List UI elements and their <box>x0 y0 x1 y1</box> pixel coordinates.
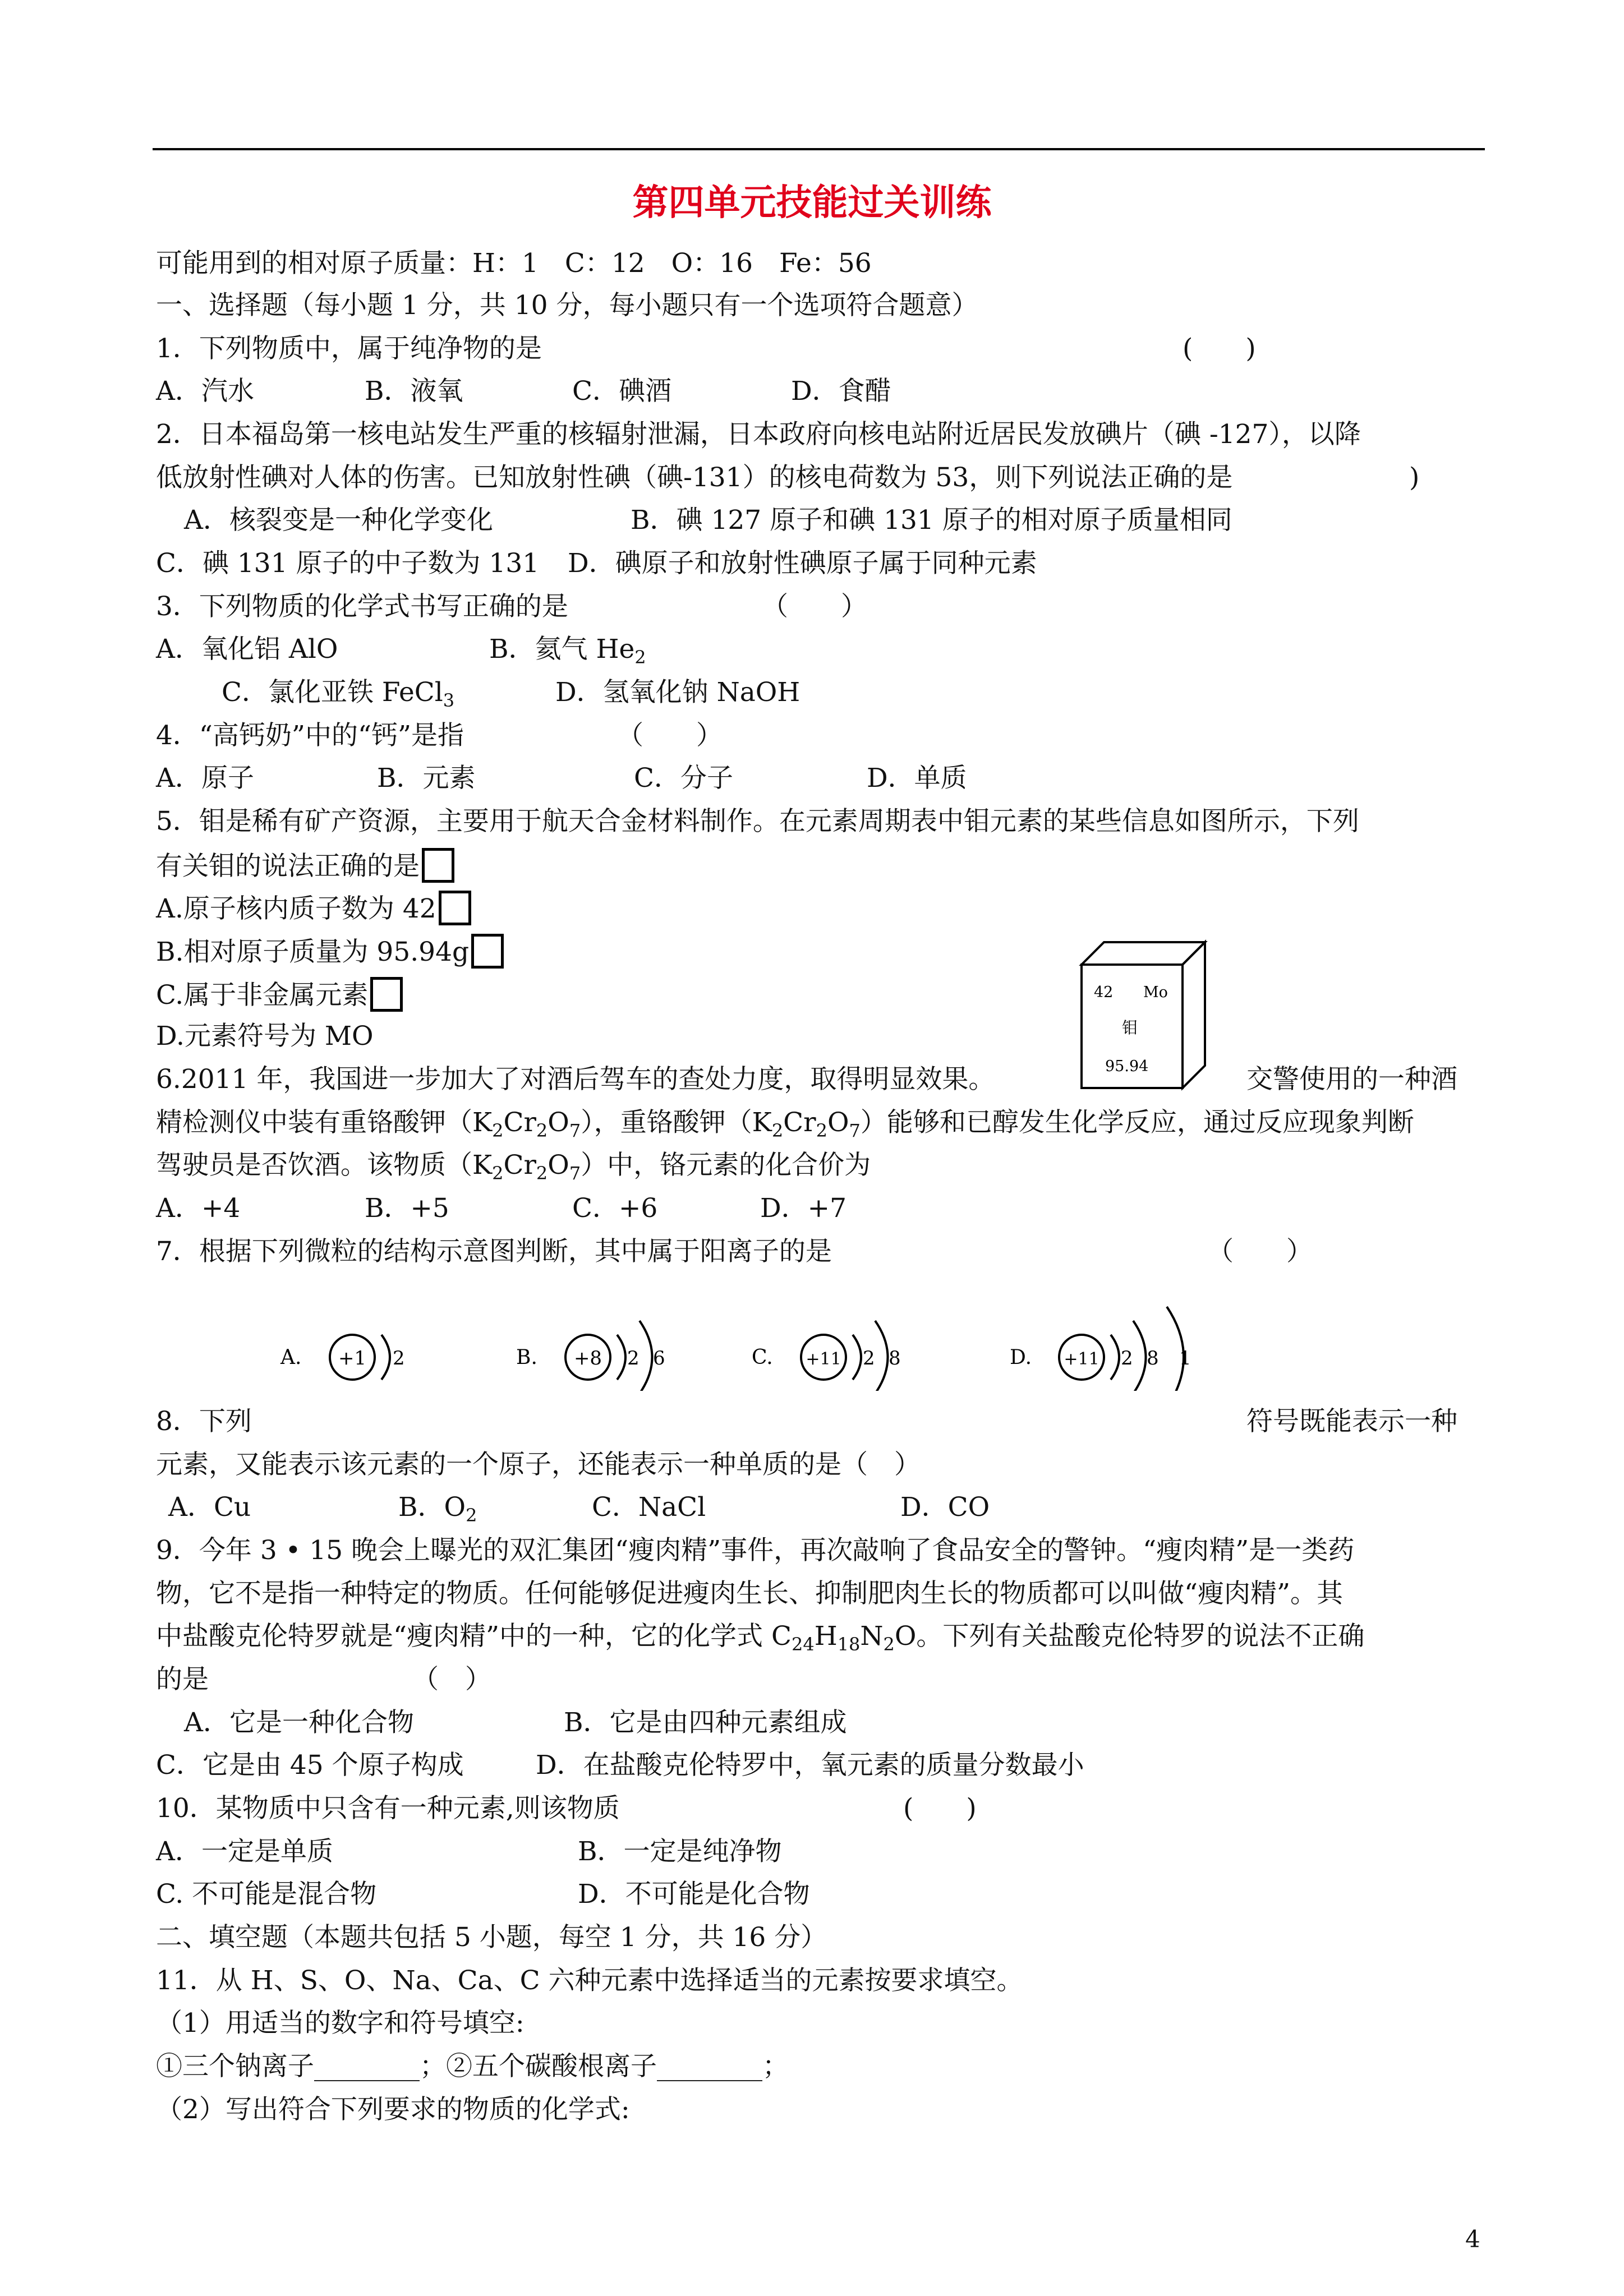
q10-option-c: C. 不可能是混合物 <box>156 1879 377 1910</box>
q3-option-c: C．氯化亚铁 FeCl$_3$ <box>222 677 455 711</box>
q10-stem: 10．某物质中只含有一种元素,则该物质 <box>156 1793 620 1824</box>
q9-line3: 中盐酸克伦特罗就是“瘦肉精”中的一种，它的化学式 $C_{24}H_{18}N_2O$。下列有关盐酸克伦特罗的说法不正确 <box>156 1621 1365 1655</box>
q8-option-a: A．Cu <box>168 1492 251 1523</box>
q3-answer-paren: （ ） <box>762 591 867 622</box>
q5-option-b: B.相对原子质量为 95.94g <box>156 934 504 969</box>
answer-box[interactable] <box>439 891 471 925</box>
tile-element-name: 钼 <box>1122 1018 1138 1037</box>
atom-label: D. <box>1010 1346 1032 1369</box>
atom-nucleus: +11 <box>1064 1349 1099 1369</box>
q3-option-b: B．氦气 $He_2$ <box>489 634 646 668</box>
atom-shell: 6 <box>653 1347 665 1370</box>
q5-option-c: C.属于非金属元素 <box>156 977 403 1012</box>
answer-box[interactable] <box>471 934 504 969</box>
q9-line1: 9．今年 3 • 15 晚会上曝光的双汇集团“瘦肉精”事件，再次敲响了食品安全的警钟。“瘦肉精”是一类药 <box>156 1535 1355 1566</box>
q4-option-c: C．分子 <box>634 763 733 794</box>
q9-option-b: B．它是由四种元素组成 <box>564 1707 847 1738</box>
atom-diagram-a <box>280 1335 405 1380</box>
q6-line1-left: 6.2011 年，我国进一步加大了对酒后驾车的查处力度，取得明显效果。 <box>156 1064 995 1095</box>
q9-option-d: D．在盐酸克伦特罗中，氧元素的质量分数最小 <box>536 1750 1084 1781</box>
header-rule <box>153 148 1485 150</box>
atomic-masses: 可能用到的相对原子质量：H：1 C：12 O：16 Fe：56 <box>156 248 872 279</box>
q3-option-d: D．氢氧化钠 NaOH <box>555 677 801 708</box>
q1-stem: 1．下列物质中，属于纯净物的是 <box>156 333 542 364</box>
atom-nucleus: +1 <box>338 1347 367 1370</box>
page-number: 4 <box>1465 2225 1480 2253</box>
q1-answer-paren: ( ) <box>1183 333 1256 364</box>
q4-answer-paren: （ ） <box>617 720 723 751</box>
tile-atomic-number: 42 <box>1094 984 1114 1001</box>
q8-line1-right: 符号既能表示一种 <box>1246 1406 1457 1437</box>
q6-option-d: D．+7 <box>760 1193 846 1224</box>
q4-option-b: B．元素 <box>377 763 476 794</box>
q4-option-a: A．原子 <box>156 763 254 794</box>
q11-part1: （1）用适当的数字和符号填空: <box>156 2008 525 2039</box>
atom-nucleus: +11 <box>806 1349 841 1369</box>
q5-option-a: A.原子核内质子数为 42 <box>156 891 471 926</box>
q6-option-b: B．+5 <box>365 1193 449 1224</box>
q2-answer-paren: ) <box>1409 462 1420 493</box>
q1-option-b: B．液氧 <box>365 376 463 407</box>
q9-option-a: A．它是一种化合物 <box>184 1707 414 1738</box>
q8-option-d: D．CO <box>900 1492 990 1523</box>
q2-option-b: B．碘 127 原子和碘 131 原子的相对原子质量相同 <box>631 505 1232 536</box>
tile-atomic-mass: 95.94 <box>1105 1058 1149 1075</box>
q9-line2: 物，它不是指一种特定的物质。任何能够促进瘦肉生长、抑制肥肉生长的物质都可以叫做“瘦肉精”。其 <box>156 1578 1344 1609</box>
atom-shell: 2 <box>393 1347 405 1370</box>
q6-line3: 驾驶员是否饮酒。该物质$(K_2Cr_2O_7)$中，铬元素的化合价为 <box>156 1150 871 1184</box>
q1-option-a: A．汽水 <box>156 376 254 407</box>
q10-option-a: A．一定是单质 <box>156 1836 333 1867</box>
q5-line1: 5．钼是稀有矿产资源，主要用于航天合金材料制作。在元素周期表中钼元素的某些信息如图所示，下列 <box>156 806 1359 837</box>
q9-line4: 的是 <box>156 1664 209 1695</box>
periodic-table-tile <box>1076 937 1211 1094</box>
q8-line2: 元素，又能表示该元素的一个原子，还能表示一种单质的是（ ） <box>156 1449 921 1480</box>
q3-option-a: A．氧化铝 AlO <box>156 634 338 665</box>
answer-box[interactable] <box>422 848 454 883</box>
q9-option-c: C．它是由 45 个原子构成 <box>156 1750 464 1781</box>
atom-diagram-b <box>516 1321 665 1391</box>
atom-shell: 2 <box>627 1347 640 1370</box>
atom-label: B. <box>516 1346 537 1369</box>
atom-shell: 8 <box>1147 1347 1159 1370</box>
q2-option-d: D．碘原子和放射性碘原子属于同种元素 <box>568 548 1037 579</box>
q4-stem: 4．“高钙奶”中的“钙”是指 <box>156 720 464 751</box>
q7-stem: 7．根据下列微粒的结构示意图判断，其中属于阳离子的是 <box>156 1236 832 1267</box>
q10-option-b: B．一定是纯净物 <box>578 1836 782 1867</box>
page-title: 第四单元技能过关训练 <box>632 182 992 224</box>
atom-nucleus: +8 <box>573 1347 602 1370</box>
q10-option-d: D．不可能是化合物 <box>578 1879 810 1910</box>
atom-diagram-c <box>752 1321 901 1391</box>
q5-option-d: D.元素符号为 MO <box>156 1021 374 1052</box>
q10-answer-paren: ( ) <box>903 1793 977 1824</box>
q9-answer-paren: （ ） <box>412 1664 491 1695</box>
q3-stem: 3．下列物质的化学式书写正确的是 <box>156 591 568 622</box>
q11-stem: 11．从 H、S、O、Na、Ca、C 六种元素中选择适当的元素按要求填空。 <box>156 1965 1023 1996</box>
atom-shell: 2 <box>1121 1347 1133 1370</box>
q7-answer-paren: （ ） <box>1207 1236 1313 1267</box>
atom-shell: 8 <box>889 1347 901 1370</box>
q2-option-a: A．核裂变是一种化学变化 <box>184 505 493 536</box>
q1-option-c: C．碘酒 <box>572 376 671 407</box>
q8-option-c: C．NaCl <box>592 1492 706 1523</box>
q2-line2: 低放射性碘对人体的伤害。已知放射性碘（碘-131）的核电荷数为 53，则下列说法正确的是 <box>156 462 1233 493</box>
q11-part1-items: ①三个钠离子________；②五个碳酸根离子________； <box>156 2051 789 2082</box>
q8-line1-left: 8．下列 <box>156 1406 252 1437</box>
answer-box[interactable] <box>370 977 403 1012</box>
q6-option-a: A．+4 <box>156 1193 241 1224</box>
q2-option-c: C．碘 131 原子的中子数为 131 <box>156 548 540 579</box>
atom-structure-diagrams <box>269 1279 1257 1391</box>
section-heading-fill: 二、填空题（本题共包括 5 小题，每空 1 分，共 16 分） <box>156 1922 827 1953</box>
atom-label: A. <box>280 1346 302 1369</box>
q8-option-b: B．$O_2$ <box>398 1492 477 1526</box>
atom-label: C. <box>752 1346 773 1369</box>
q11-part2: （2）写出符合下列要求的物质的化学式: <box>156 2094 630 2125</box>
tile-symbol: Mo <box>1143 984 1168 1001</box>
q5-line2: 有关钼的说法正确的是 <box>156 848 454 883</box>
q1-option-d: D．食醋 <box>791 376 891 407</box>
atom-shell: 1 <box>1179 1347 1191 1370</box>
atom-diagram-d <box>1010 1307 1191 1391</box>
q4-option-d: D．单质 <box>867 763 967 794</box>
q6-line1-right: 交警使用的一种酒 <box>1246 1064 1457 1095</box>
section-heading-choice: 一、选择题（每小题 1 分，共 10 分，每小题只有一个选项符合题意） <box>156 290 978 321</box>
q6-option-c: C．+6 <box>572 1193 658 1224</box>
q2-line1: 2．日本福岛第一核电站发生严重的核辐射泄漏，日本政府向核电站附近居民发放碘片（碘 -127），以降 <box>156 419 1361 450</box>
q6-line2: 精检测仪中装有重铬酸钾$(K_2Cr_2O_7)$，重铬酸钾$(K_2Cr_2O_7)$能够和已醇发生化学反应，通过反应现象判断 <box>156 1107 1414 1141</box>
atom-shell: 2 <box>863 1347 875 1370</box>
